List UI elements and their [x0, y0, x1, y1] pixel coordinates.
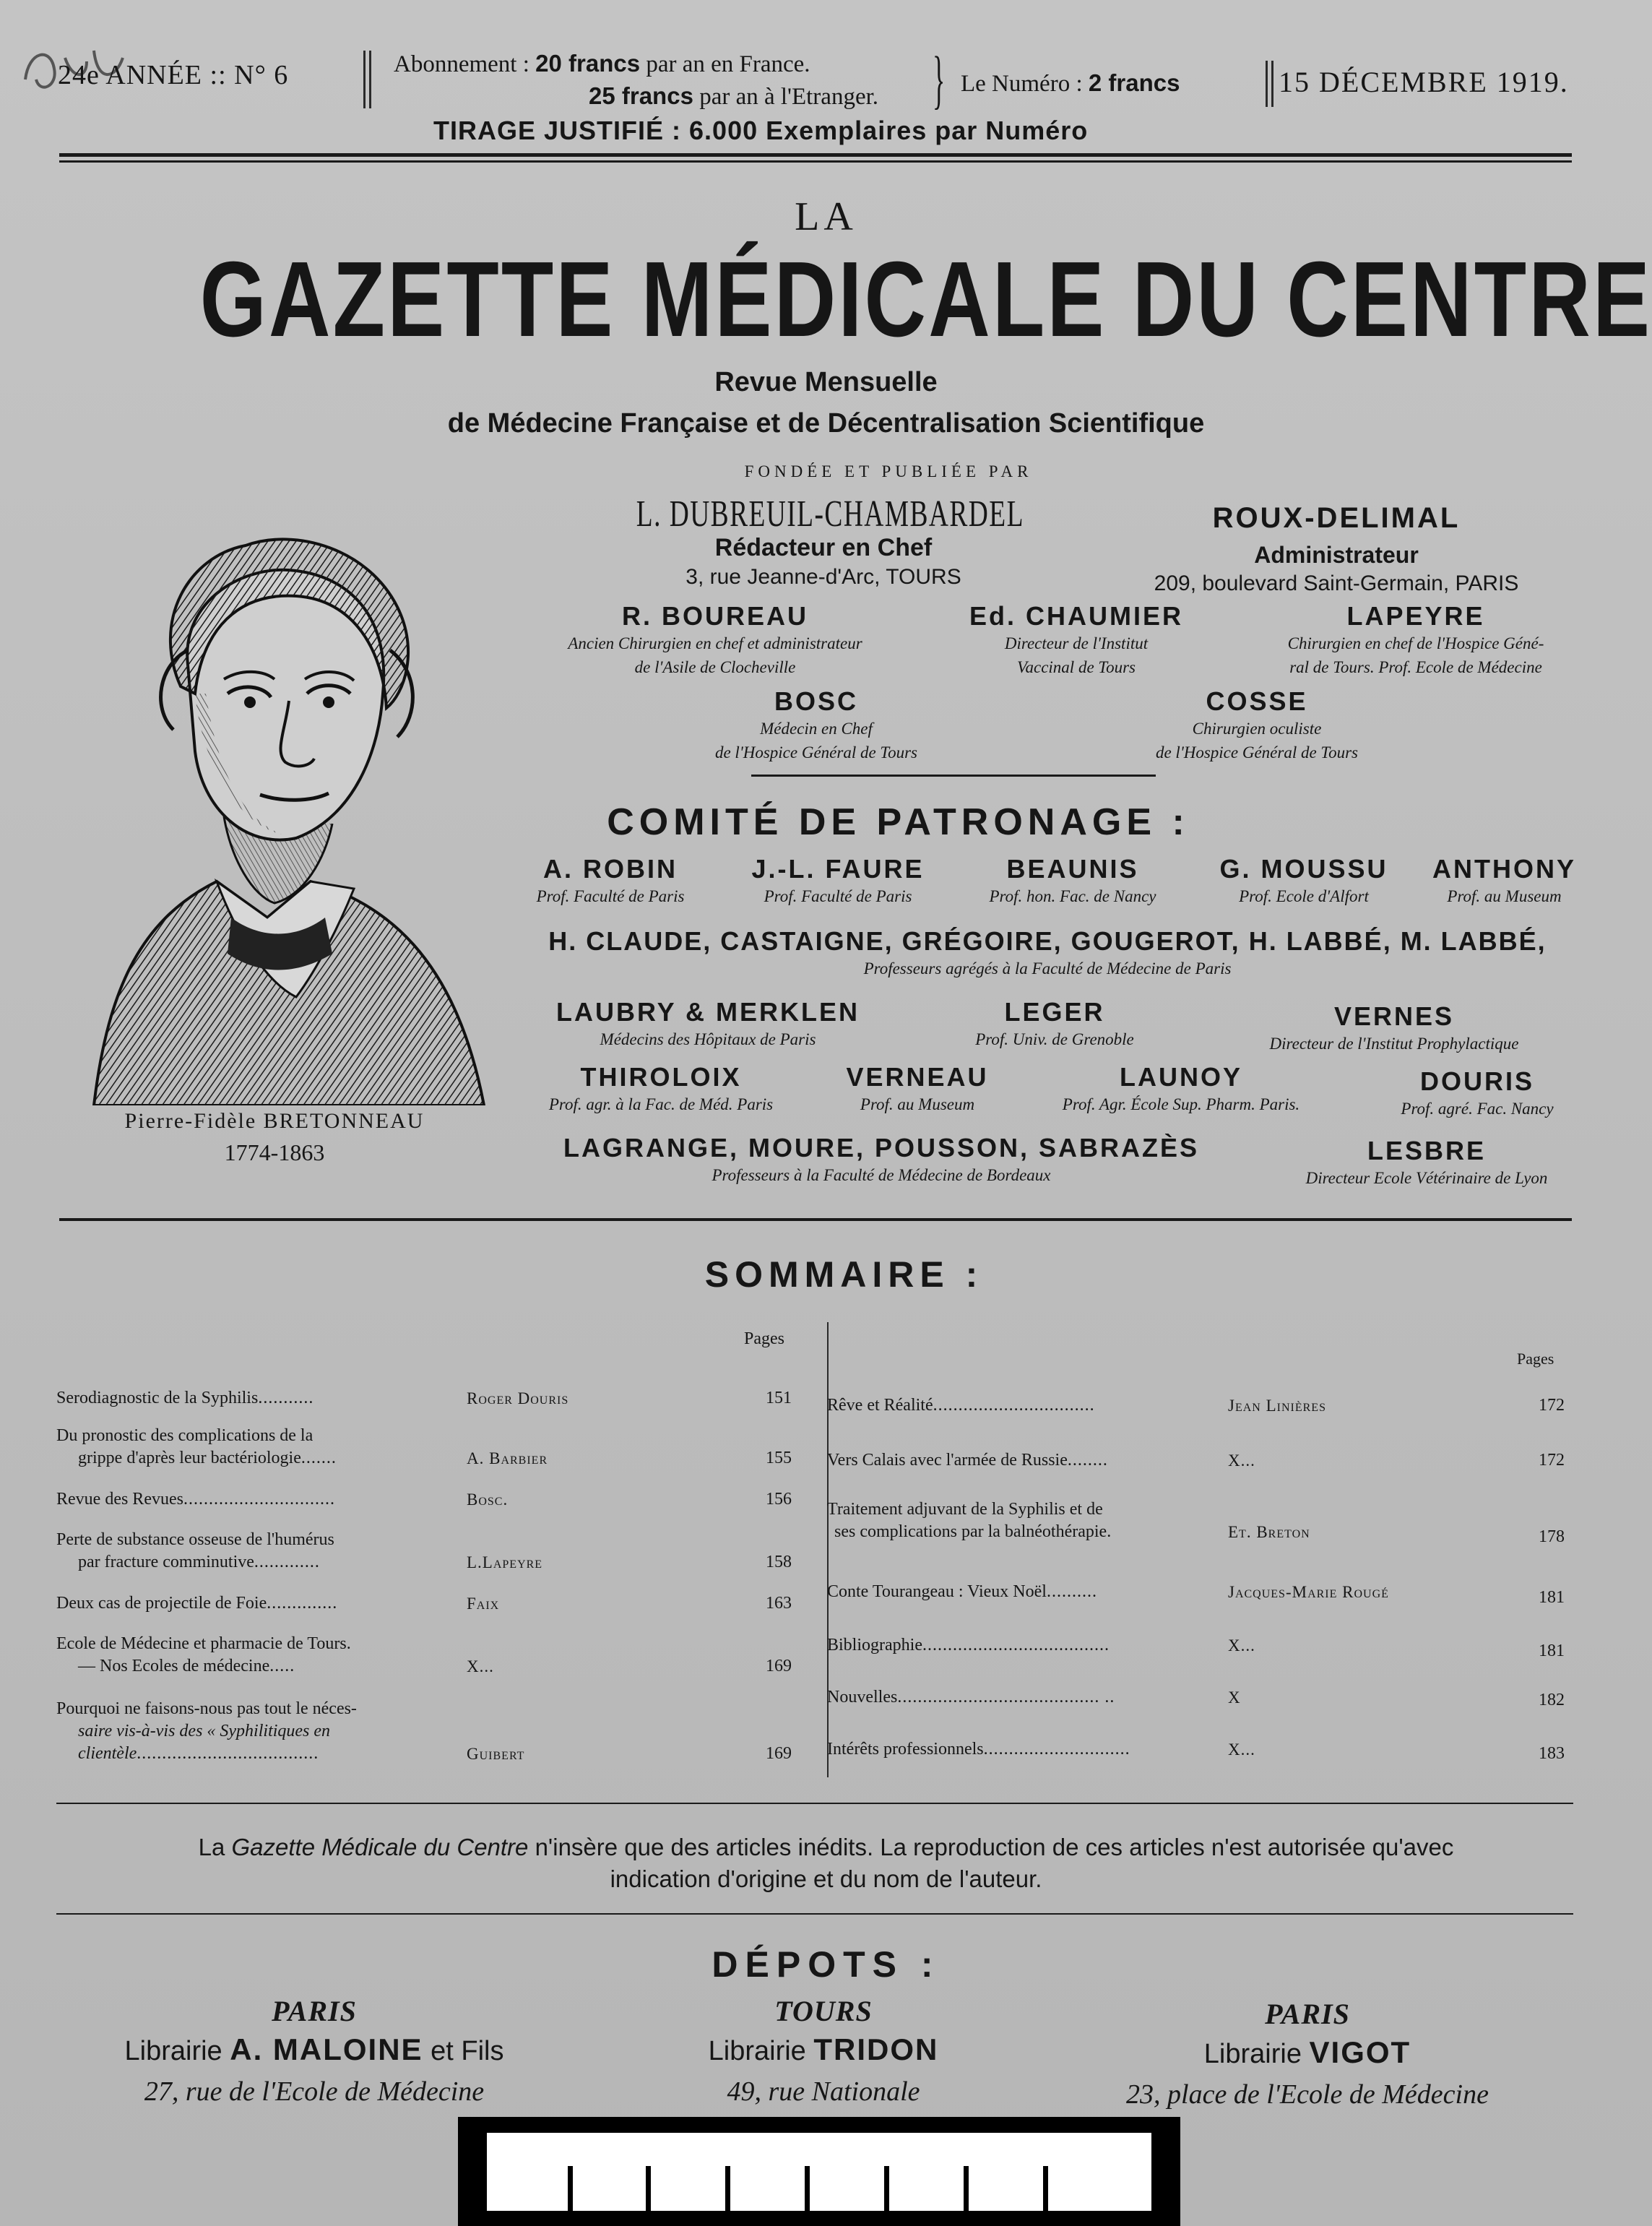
patron: [498, 1062, 823, 1116]
subscription-info: [394, 48, 878, 113]
patron-role: Prof. hon. Fac. de Nancy: [989, 887, 1156, 905]
portrait-engraving: [79, 477, 498, 1105]
toc-entry[interactable]: [827, 1498, 1571, 1546]
toc-entry[interactable]: Vers Calais avec l'armée de Russie........ X... 172: [827, 1449, 1571, 1472]
staff-role: Directeur de l'Institut: [1004, 634, 1149, 652]
patron-role: Prof. Univ. de Grenoble: [975, 1030, 1134, 1048]
staff-rule: [751, 775, 1156, 777]
toc-title-cont: — Nos Ecoles de médecine: [78, 1657, 270, 1675]
toc-author: A. Barbier: [467, 1449, 548, 1467]
depot-city: PARIS: [272, 1995, 357, 2027]
toc-author: X...: [1228, 1636, 1255, 1655]
masthead-title: GAZETTE MÉDICALE DU CENTRE: [199, 240, 1652, 359]
staff-role: Chirurgien oculiste: [1192, 720, 1322, 738]
patron-role: Médecins des Hôpitaux de Paris: [600, 1030, 816, 1048]
depot-address: 27, rue de l'Ecole de Médecine: [144, 2076, 485, 2107]
toc-title-cont: saire vis-à-vis des « Syphilitiques en: [78, 1722, 331, 1740]
patron-name: J.-L. FAURE: [751, 854, 925, 884]
pages-label-right: Pages: [1517, 1350, 1554, 1368]
issue-price-value: 2 francs: [1088, 69, 1180, 96]
staff-role: Médecin en Chef: [760, 720, 873, 738]
founders-label: FONDÉE ET PUBLIÉE PAR: [744, 462, 1033, 480]
notice-pre: La: [198, 1834, 225, 1860]
scan-scale-bar: [458, 2117, 1180, 2226]
toc-title: Revue des Revues: [56, 1490, 183, 1509]
depot-paris-maloine: [112, 1994, 516, 2108]
toc-entry[interactable]: Bibliographie..................................... X... 181: [827, 1634, 1571, 1657]
toc-page: 172: [1539, 1396, 1565, 1415]
header-rule: [59, 160, 1572, 163]
patron: [1257, 1136, 1596, 1190]
depot-lib-name: A. MALOINE: [230, 2032, 423, 2066]
toc-author: Roger Douris: [467, 1389, 569, 1407]
toc-entry[interactable]: Du pronostic des complications de la grippe d'après leur bactériologie....... A. Barbier 155: [56, 1425, 808, 1470]
header-rule: [59, 153, 1572, 157]
toc-author: X...: [1228, 1451, 1255, 1470]
patron-name: G. MOUSSU: [1219, 854, 1388, 884]
toc-title-cont: par fracture comminutive: [78, 1553, 254, 1571]
editor-in-chief: [563, 493, 1084, 590]
patron-name: LESBRE: [1367, 1136, 1487, 1165]
patron-name: THIROLOIX: [580, 1062, 742, 1092]
patron-names: H. CLAUDE, CASTAIGNE, GRÉGOIRE, GOUGEROT, H. LABBÉ, M. LABBÉ,: [548, 926, 1547, 956]
patron: [953, 854, 1192, 908]
patron: [1358, 1066, 1596, 1121]
patron-name: DOURIS: [1419, 1066, 1534, 1096]
toc-page: 183: [1539, 1744, 1565, 1763]
patron-role: Prof. agr. à la Fac. de Méd. Paris: [548, 1095, 774, 1113]
notice-text: n'insère que des articles inédits. La reproduction de ces articles n'est autorisée qu'avec: [535, 1834, 1454, 1860]
toc-title: Du pronostic des complications de la: [56, 1426, 313, 1445]
header-divider: [1266, 61, 1268, 107]
comite-title: COMITÉ DE PATRONAGE :: [607, 801, 1190, 843]
staff-name: Ed. CHAUMIER: [969, 601, 1183, 631]
patron-group: [506, 926, 1589, 980]
patron: [520, 997, 896, 1051]
patron-role: Prof. Faculté de Paris: [764, 887, 912, 905]
staff-role: de l'Hospice Général de Tours: [714, 743, 918, 762]
patron-name: VERNEAU: [846, 1062, 989, 1092]
patron: [910, 997, 1199, 1051]
patron-role: Prof. Ecole d'Alfort: [1239, 887, 1369, 905]
depot-paris-vigot: [1076, 1997, 1539, 2110]
notice-rule: [56, 1803, 1573, 1804]
patron: [726, 854, 950, 908]
toc-page: 178: [1539, 1527, 1565, 1546]
sommaire-title: SOMMAIRE :: [704, 1254, 984, 1295]
admin-name: ROUX-DELIMAL: [1212, 502, 1461, 534]
staff-role: ral de Tours. Prof. Ecole de Médecine: [1289, 658, 1542, 676]
staff-role: Vaccinal de Tours: [1017, 658, 1136, 676]
toc-author: X...: [1228, 1740, 1255, 1759]
toc-entry[interactable]: Serodiagnostic de la Syphilis........... Roger Douris 151: [56, 1387, 808, 1410]
staff-member: [1076, 686, 1437, 764]
depot-lib-name: TRIDON: [813, 2032, 939, 2066]
scale-tick: [1043, 2166, 1048, 2211]
foreign-text: par an à l'Etranger.: [699, 84, 879, 110]
patron: [1195, 854, 1412, 908]
toc-title: Serodiagnostic de la Syphilis: [56, 1389, 259, 1407]
patron-name: LAUNOY: [1120, 1062, 1242, 1092]
issue-price-label: Le Numéro :: [961, 71, 1083, 97]
foreign-price: 25 francs: [589, 82, 693, 109]
staff-name: R. BOUREAU: [621, 601, 808, 631]
scale-tick: [884, 2166, 889, 2211]
sommaire-divider: [827, 1322, 829, 1777]
toc-title-cont: clientèle: [78, 1744, 137, 1763]
toc-author: L.Lapeyre: [467, 1553, 543, 1571]
issue-price: [961, 69, 1180, 98]
toc-page: 169: [766, 1744, 792, 1763]
patron-role: Prof. Agr. École Sup. Pharm. Paris.: [1062, 1095, 1300, 1113]
depot-city: PARIS: [1265, 1998, 1350, 2030]
toc-entry[interactable]: Ecole de Médecine et pharmacie de Tours. — Nos Ecoles de médecine..... X... 169: [56, 1633, 808, 1678]
toc-entry[interactable]: Rêve et Réalité................................ Jean Linières 172: [827, 1394, 1571, 1417]
admin-address: 209, boulevard Saint-Germain, PARIS: [1154, 571, 1519, 595]
header-divider: [1271, 61, 1273, 107]
editor-name: L. DUBREUIL-CHAMBARDEL: [636, 493, 1024, 535]
toc-title-cont: grippe d'après leur bactériologie: [78, 1449, 301, 1467]
staff-role: de l'Asile de Clocheville: [634, 658, 796, 676]
toc-title-cont: ses complications par la balnéothérapie.: [834, 1522, 1112, 1541]
toc-entry[interactable]: Nouvelles........................................ .. X 182: [827, 1686, 1571, 1709]
staff-name: LAPEYRE: [1346, 601, 1485, 631]
toc-page: 155: [766, 1449, 792, 1467]
toc-page: 181: [1539, 1642, 1565, 1660]
patron-role: Prof. au Museum: [860, 1095, 975, 1113]
patron: [1011, 1062, 1351, 1116]
portrait-caption-years: 1774-1863: [224, 1139, 325, 1165]
depot-lib-pre: Librairie: [1203, 2039, 1302, 2069]
scale-tick: [964, 2166, 969, 2211]
toc-page: 182: [1539, 1691, 1565, 1709]
toc-page: 172: [1539, 1451, 1565, 1470]
toc-title: Perte de substance osseuse de l'humérus: [56, 1530, 334, 1549]
scale-tick: [805, 2166, 810, 2211]
patron-name: A. ROBIN: [543, 854, 678, 884]
depots-title: DÉPOTS :: [712, 1944, 940, 1985]
masthead-subtitle-2: de Médecine Française et de Décentralisation Scientifique: [447, 408, 1205, 439]
depot-tours-tridon: [621, 1994, 1026, 2108]
patron-name: VERNES: [1333, 1001, 1455, 1031]
brace-glyph: }: [932, 44, 946, 116]
patron-role: Professeurs agrégés à la Faculté de Médecine de Paris: [863, 959, 1232, 978]
issue-year-number: 24e ANNÉE :: N° 6: [58, 60, 289, 90]
staff-member: [636, 686, 997, 764]
staff-name: COSSE: [1206, 686, 1308, 716]
depot-lib-name: VIGOT: [1309, 2035, 1411, 2069]
toc-title: Conte Tourangeau : Vieux Noël: [827, 1582, 1047, 1601]
staff-name: BOSC: [774, 686, 858, 716]
toc-author: Bosc.: [467, 1491, 509, 1509]
toc-entry[interactable]: Deux cas de projectile de Foie.............. Faix 163: [56, 1592, 808, 1615]
administrator: [1084, 502, 1589, 596]
toc-title: Vers Calais avec l'armée de Russie: [827, 1451, 1068, 1470]
toc-page: 158: [766, 1553, 792, 1571]
staff-role: Ancien Chirurgien en chef et administrateur: [568, 634, 862, 652]
patron-group: [498, 1133, 1264, 1187]
depot-lib-pre: Librairie: [708, 2036, 806, 2066]
masthead-subtitle: Revue Mensuelle: [714, 367, 938, 397]
patron-role: Prof. Faculté de Paris: [536, 887, 685, 905]
patron-names: LAGRANGE, MOURE, POUSSON, SABRAZÈS: [563, 1133, 1200, 1162]
header-divider: [363, 51, 366, 108]
scale-tick: [725, 2166, 730, 2211]
patron-name: ANTHONY: [1432, 854, 1576, 884]
scale-bar-white: [487, 2133, 1151, 2211]
france-price: 20 francs: [535, 50, 641, 77]
staff-member: [506, 601, 925, 679]
toc-author: Faix: [467, 1595, 500, 1613]
toc-page: 181: [1539, 1588, 1565, 1607]
depot-address: 49, rue Nationale: [727, 2076, 920, 2107]
depot-lib-post: et Fils: [431, 2036, 504, 2066]
patron-name: BEAUNIS: [1006, 854, 1139, 884]
depot-lib-pre: Librairie: [124, 2036, 222, 2066]
toc-page: 169: [766, 1657, 792, 1675]
staff-member: [932, 601, 1221, 679]
staff-role: de l'Hospice Général de Tours: [1155, 743, 1359, 762]
toc-author: Et. Breton: [1228, 1523, 1310, 1541]
patron-name: LAUBRY & MERKLEN: [555, 997, 860, 1027]
toc-author: Jacques-Marie Rougé: [1228, 1583, 1389, 1601]
toc-entry[interactable]: Intérêts professionnels............................. X... 183: [827, 1738, 1571, 1761]
toc-entry[interactable]: Conte Tourangeau : Vieux Noël.......... Jacques-Marie Rougé 181: [827, 1581, 1571, 1603]
toc-page: 156: [766, 1490, 792, 1509]
patron-name: LEGER: [1004, 997, 1105, 1027]
toc-entry[interactable]: Perte de substance osseuse de l'humérus par fracture comminutive............. L.Lapeyre 158: [56, 1529, 808, 1574]
issue-date: 15 DÉCEMBRE 1919.: [1279, 66, 1569, 98]
pages-label-left: Pages: [744, 1329, 784, 1348]
toc-page: 151: [766, 1389, 792, 1407]
toc-title: Ecole de Médecine et pharmacie de Tours.: [56, 1634, 351, 1653]
depot-city: TOURS: [774, 1995, 873, 2027]
scale-tick: [568, 2166, 573, 2211]
admin-role: Administrateur: [1254, 542, 1419, 568]
section-rule: [59, 1218, 1572, 1221]
depots-rule: [56, 1913, 1573, 1915]
depot-address: 23, place de l'Ecole de Médecine: [1126, 2079, 1489, 2110]
scale-tick: [646, 2166, 651, 2211]
header-divider: [369, 51, 371, 108]
editor-role: Rédacteur en Chef: [714, 534, 933, 561]
reproduction-notice: [72, 1832, 1580, 1895]
toc-title: Pourquoi ne faisons-nous pas tout le néces-: [56, 1699, 357, 1718]
notice-journal-name: Gazette Médicale du Centre: [231, 1834, 529, 1860]
toc-title: Nouvelles: [827, 1688, 898, 1707]
toc-entry[interactable]: Revue des Revues.............................. Bosc. 156: [56, 1488, 808, 1511]
patron: [1416, 854, 1593, 908]
toc-page: 163: [766, 1594, 792, 1613]
toc-author: X...: [467, 1657, 494, 1675]
subscription-label: Abonnement :: [394, 51, 529, 77]
portrait-caption-name: Pierre-Fidèle BRETONNEAU: [124, 1109, 425, 1133]
toc-title: Deux cas de projectile de Foie: [56, 1594, 267, 1613]
toc-title: Intérêts professionnels: [827, 1740, 984, 1759]
staff-member: [1228, 601, 1604, 679]
patron-role: Prof. au Museum: [1447, 887, 1562, 905]
patron-role: Professeurs à la Faculté de Médecine de Bordeaux: [712, 1166, 1051, 1184]
patron-role: Prof. agré. Fac. Nancy: [1401, 1100, 1554, 1118]
toc-title: Rêve et Réalité: [827, 1396, 933, 1415]
patron-role: Directeur Ecole Vétérinaire de Lyon: [1305, 1169, 1548, 1187]
staff-role: Chirurgien en chef de l'Hospice Géné-: [1287, 634, 1544, 652]
toc-author: X: [1228, 1688, 1241, 1707]
patron: [823, 1062, 1011, 1116]
editor-address: 3, rue Jeanne-d'Arc, TOURS: [686, 565, 961, 589]
patron: [498, 854, 722, 908]
toc-author: Jean Linières: [1228, 1397, 1326, 1415]
toc-title: Bibliographie: [827, 1636, 922, 1655]
toc-author: Guibert: [467, 1745, 525, 1763]
france-text: par an en France.: [646, 51, 810, 77]
patron-role: Directeur de l'Institut Prophylactique: [1269, 1035, 1519, 1053]
masthead-article: LA: [795, 194, 857, 239]
notice-text-2: indication d'origine et du nom de l'auteur.: [610, 1865, 1042, 1892]
patron: [1199, 1001, 1589, 1056]
print-run: TIRAGE JUSTIFIÉ : 6.000 Exemplaires par Numéro: [433, 116, 1089, 145]
toc-title: Traitement adjuvant de la Syphilis et de: [827, 1500, 1103, 1519]
toc-entry[interactable]: Pourquoi ne faisons-nous pas tout le néces- saire vis-à-vis des « Syphilitiques en clientèle.................................... Guibert 169: [56, 1698, 808, 1765]
